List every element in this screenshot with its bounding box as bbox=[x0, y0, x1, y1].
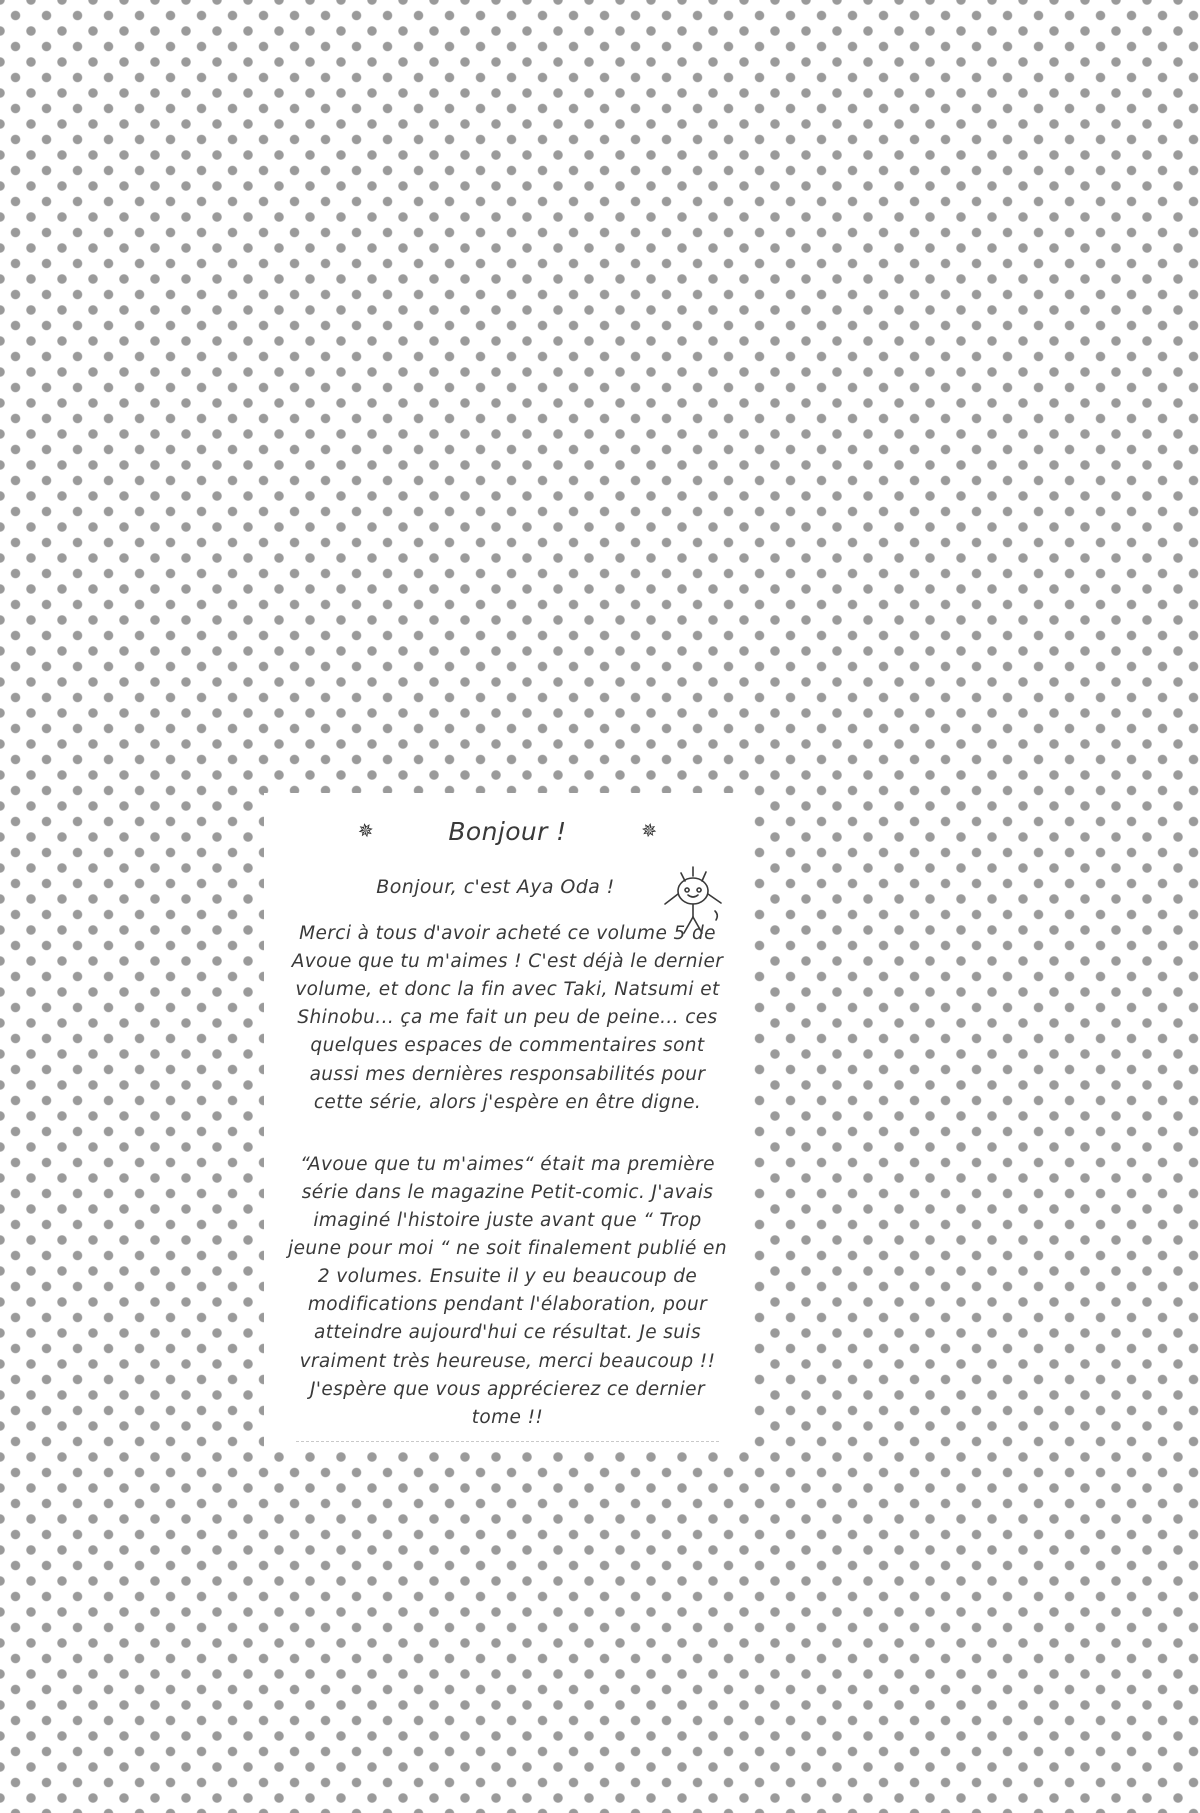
note-greeting: Bonjour, c'est Aya Oda ! bbox=[376, 876, 615, 898]
note-paragraph-2: “Avoue que tu m'aimes“ était ma première série dans le magazine Petit-comic. J'avais imaginé l'histoire juste avant que “ Trop jeune pour moi “ ne soit finalement publié en 2 volumes. Ensuite il y eu beaucoup de modifications pendant l'élaboration, pour atteindre aujourd'hui ce résultat. Je suis vraiment très heureuse, merci beaucoup !! J'espère que vous apprécierez ce dernier tome !! bbox=[288, 1153, 727, 1428]
note-paragraph-1: Merci à tous d'avoir acheté ce volume 5 de Avoue que tu m'aimes ! C'est déjà le dernier volume, et donc la fin avec Taki, Natsumi et Shinobu... ça me fait un peu de peine... ces quelques espaces de commentaires sont aussi mes dernières responsabilités pour cette série, alors j'espère en être digne. bbox=[291, 923, 724, 1113]
author-note-card bbox=[264, 793, 751, 1450]
star-icon-right: ✵ bbox=[638, 818, 659, 844]
smiling-character-doodle-icon bbox=[659, 861, 733, 945]
card-bottom-divider bbox=[296, 1441, 719, 1442]
star-icon-left: ✵ bbox=[355, 818, 377, 844]
note-title: Bonjour ! bbox=[448, 817, 567, 846]
note-title-row bbox=[286, 817, 729, 846]
